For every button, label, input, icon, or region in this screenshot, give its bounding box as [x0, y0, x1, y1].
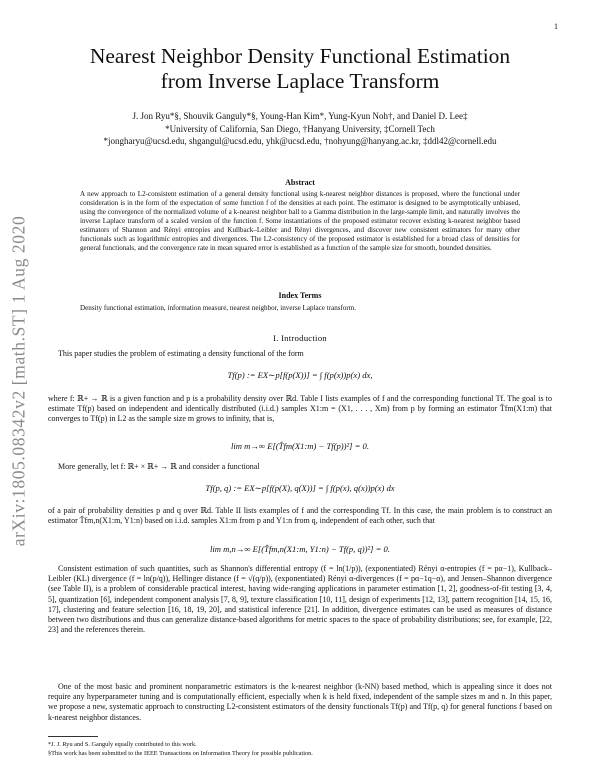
- abstract-heading: Abstract: [285, 178, 315, 187]
- title-line-2: from Inverse Laplace Transform: [160, 69, 440, 93]
- authors: J. Jon Ryu*§, Shouvik Ganguly*§, Young-Han Kim*, Yung-Kyun Noh†, and Daniel D. Lee‡: [132, 111, 468, 121]
- paragraph-2: where f: ℝ+ → ℝ is a given function and p is a probability density over ℝd. Table I lists examples of f and the corresponding functional Tf. The goal is to estimate Tf(p) based on independent and identically distributed (i.i.d.) samples X1:m = (X1, . . . , Xm) from p by forming an estimator T̂fm(X1:m) that converges to Tf(p) in L2 as the sample size m grows to infinity, that is,: [48, 394, 552, 424]
- affiliations: *University of California, San Diego, †Hanyang University, ‡Cornell Tech: [165, 123, 435, 134]
- page-number: 1: [554, 22, 558, 31]
- arxiv-stamp-text: arXiv:1805.08342v2 [math.ST] 1 Aug 2020: [8, 215, 29, 547]
- footnote-rule: [48, 736, 98, 737]
- arxiv-stamp: [2, 196, 36, 566]
- paragraph-1: This paper studies the problem of estimating a density functional of the form: [58, 349, 304, 358]
- index-terms-text: Density functional estimation, information measure, nearest neighbor, inverse Laplace transform.: [80, 304, 357, 312]
- emails: *jongharyu@ucsd.edu, shgangul@ucsd.edu, yhk@ucsd.edu, †nohyung@hanyang.ac.kr, ‡ddl42@cornell.edu: [103, 136, 497, 146]
- equation-4: lim m,n→∞ E[(T̂fm,n(X1:m, Y1:n) − Tf(p, q))²] = 0.: [210, 544, 390, 554]
- paragraph-5: Consistent estimation of such quantities, such as Shannon's differential entropy (f = ln(1/p)), (exponentiated) Rényi α-entropies (f = pα−1), Kullback–Leibler (KL) divergence (f = ln(p/q)), Hellinger distance (f = √(q/p)), (exponentiated) Rényi α-divergences (f = pα−1q−α), and Jensen–Shannon divergence (see Table II), is a problem of considerable practical interest, having wide-ranging applications in parameter estimation [1, 2], goodness-of-fit testing [3, 4, 5], quantization [6], independent component analysis [7, 8, 9], texture classification [10, 11], design of experiments [12, 13], pattern recognition [14, 15, 16, 17], clustering and feature selection [16, 18, 19, 20], and statistical inference [21]. In addition, divergence estimates can be used as measures of distance between two distributions and thus can generalize distance-based algorithms for metric spaces to the space of probability distributions; see, for example, [22, 23] and the references therein.: [48, 564, 552, 635]
- footnote-2: §This work has been submitted to the IEEE Transactions on Information Theory for possible publication.: [48, 750, 313, 757]
- paragraph-6: One of the most basic and prominent nonparametric estimators is the k-nearest neighbor (k-NN) based method, which is appealing since it does not require any hyperparameter tuning and is computationally efficient, especially when k is held fixed, independent of the sample sizes m and n. In this paper, we propose a new, systematic approach to constructing L2-consistent estimators of the density functionals Tf(p) and Tf(p, q) for general functions f based on k-nearest neighbor distances.: [48, 682, 552, 722]
- footnote-1: *J. J. Ryu and S. Ganguly equally contributed to this work.: [48, 741, 197, 748]
- section-heading: I. Introduction: [273, 333, 327, 343]
- author-block: [40, 110, 560, 148]
- paper-title: [40, 44, 560, 94]
- equation-1: Tf(p) := EX∼p[f(p(X))] = ∫ f(p(x))p(x) dx,: [227, 370, 373, 380]
- abstract-text: A new approach to L2-consistent estimation of a general density functional using k-nearest neighbor distances is proposed, where the functional under consideration is in the form of the expectation of some function f of the densities at each point. The estimator is designed to be asymptotically unbiased, using the convergence of the normalized volume of a k-nearest neighbor ball to a Gamma distribution in the large-sample limit, and naturally involves the inverse Laplace transform of a scaled version of the function f. Some instantiations of the proposed estimator recover existing k-nearest neighbor based estimators of Shannon and Rényi entropies and Kullback–Leibler and Rényi divergences, and discover new consistent estimators for many other functionals such as logarithmic entropies and divergences. The L2-consistency of the proposed estimator is established for a broad class of densities for general functionals, and the convergence rate in mean squared error is established as a function of the sample size for smooth, bounded densities.: [80, 190, 520, 252]
- index-terms-heading: Index Terms: [278, 291, 322, 300]
- paragraph-3: More generally, let f: ℝ+ × ℝ+ → ℝ and consider a functional: [58, 462, 260, 471]
- title-line-1: Nearest Neighbor Density Functional Estimation: [89, 44, 511, 68]
- paragraph-4: of a pair of probability densities p and q over ℝd. Table II lists examples of f and the corresponding Tf. In this case, the main problem is to construct an estimator T̂fm,n(X1:m, Y1:n) based on i.i.d. samples X1:m from p and Y1:n from q, independent of each other, such that: [48, 506, 552, 526]
- equation-3: Tf(p, q) := EX∼p[f(p(X), q(X))] = ∫ f(p(x), q(x))p(x) dx: [205, 483, 395, 493]
- equation-2: lim m→∞ E[(T̂fm(X1:m) − Tf(p))²] = 0.: [231, 441, 369, 451]
